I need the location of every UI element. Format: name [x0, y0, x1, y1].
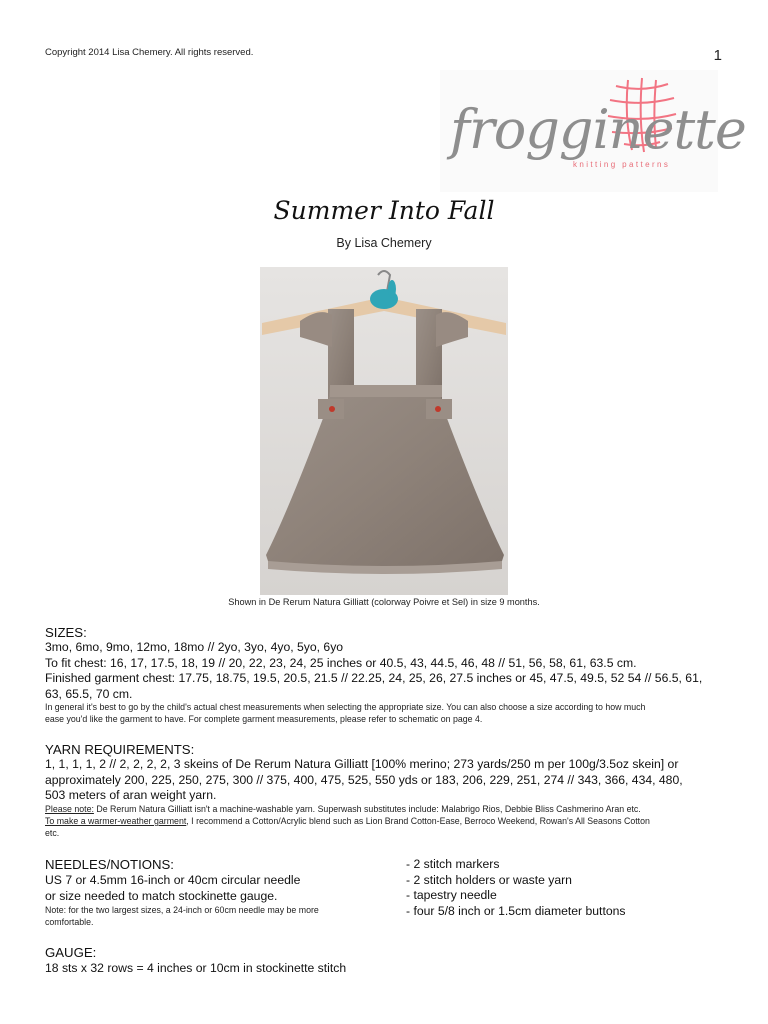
photo-caption: Shown in De Rerum Natura Gilliatt (colorway Poivre et Sel) in size 9 months. [228, 597, 540, 607]
yarn-line: approximately 200, 225, 250, 275, 300 // 375, 400, 475, 525, 550 yds or 183, 206, 229, 251, 274 // 343, 366, 434, 480, [45, 773, 683, 787]
note-text: De Rerum Natura Gilliatt isn't a machine-washable yarn. Superwash substitutes include: Malabrigo Rios, Debbie Bliss Cashmerino Aran etc. [93, 804, 641, 814]
sizes-line: To fit chest: 16, 17, 17.5, 18, 19 // 20, 22, 23, 24, 25 inches or 40.5, 43, 44.5, 46, 48 // 51, 56, 58, 61, 63.5 cm. [45, 656, 637, 670]
pattern-title: Summer Into Fall [273, 196, 495, 225]
brand-logo [440, 70, 746, 192]
notion-item: - tapestry needle [406, 888, 497, 903]
yarn-heading: YARN REQUIREMENTS: [45, 742, 195, 757]
note-text: , I recommend a Cotton/Acrylic blend such as Lion Brand Cotton-Ease, Berroco Weekend, Rowan's All Seasons Cotton [186, 816, 650, 826]
garment-photo [260, 267, 508, 595]
sizes-line: Finished garment chest: 17.75, 18.75, 19.5, 20.5, 21.5 // 22.25, 24, 25, 26, 27.5 inches or 45, 47.5, 49.5, 52 54 // 56.5, 61, [45, 671, 703, 685]
yarn-note-2 [45, 816, 650, 828]
notion-item: - four 5/8 inch or 1.5cm diameter buttons [406, 903, 626, 918]
notion-item: - 2 stitch markers [406, 857, 500, 871]
needles-line: US 7 or 4.5mm 16-inch or 40cm circular needle [45, 873, 301, 887]
note-label: To make a warmer-weather garment [45, 816, 187, 826]
sizes-line: 63, 65.5, 70 cm. [45, 687, 133, 701]
brand-tagline: knitting patterns [573, 160, 671, 169]
needles-note: comfortable. [45, 917, 94, 927]
copyright-notice: Copyright 2014 Lisa Chemery. All rights reserved. [45, 47, 254, 58]
sizes-note: ease you'd like the garment to have. For complete garment measurements, please refer to schematic on page 4. [45, 714, 483, 724]
sizes-line: 3mo, 6mo, 9mo, 12mo, 18mo // 2yo, 3yo, 4yo, 5yo, 6yo [45, 640, 344, 654]
gauge-text: 18 sts x 32 rows = 4 inches or 10cm in stockinette stitch [45, 961, 347, 975]
yarn-line: 1, 1, 1, 1, 2 // 2, 2, 2, 2, 3 skeins of De Rerum Natura Gilliatt [100% merino; 273 yards/250 m per 100g/3.5oz skein] or [45, 757, 679, 771]
needles-heading: NEEDLES/NOTIONS: [45, 857, 174, 872]
notions-list [406, 857, 625, 919]
needles-line: or size needed to match stockinette gauge. [45, 889, 278, 903]
notion-item: - 2 stitch holders or waste yarn [406, 872, 572, 887]
yarn-note-2-cont: etc. [45, 828, 60, 838]
needles-note: Note: for the two largest sizes, a 24-inch or 60cm needle may be more [45, 905, 319, 915]
page-number: 1 [713, 47, 722, 64]
pattern-byline: By Lisa Chemery [336, 236, 432, 250]
gauge-heading: GAUGE: [45, 945, 97, 960]
brand-name: frogginette [450, 98, 746, 161]
note-label: Please note: [45, 804, 94, 814]
sizes-note: In general it's best to go by the child's actual chest measurements when selecting the appropriate size. You can also choose a size according to how much [45, 702, 646, 712]
yarn-line: 503 meters of aran weight yarn. [45, 788, 217, 802]
yarn-note-1 [45, 804, 641, 816]
sizes-heading: SIZES: [45, 625, 87, 640]
